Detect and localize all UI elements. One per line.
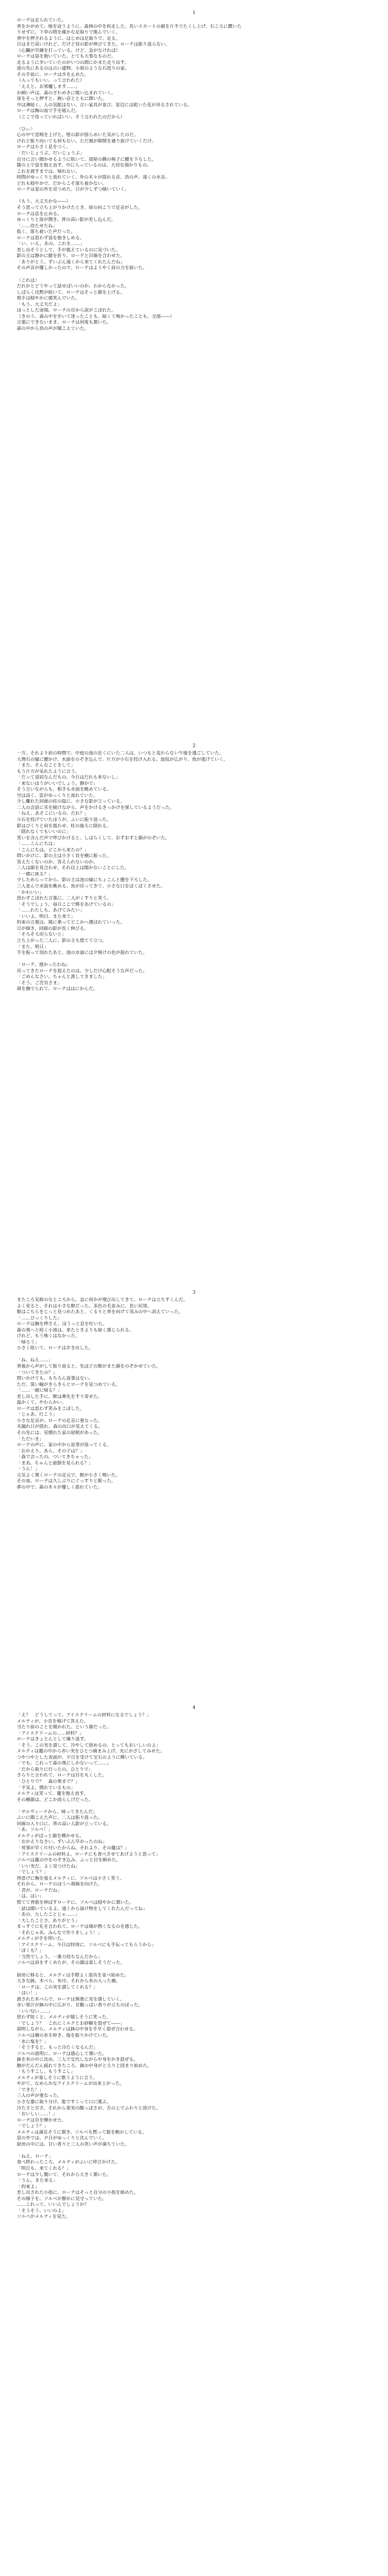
text-line: 「うん。また来る」 [17, 2178, 58, 2184]
text-line: 中は薄暗く、人の気配はない。古い家具が並び、窓辺には乾いた花が吊るされている。 [17, 102, 192, 108]
text-line: やがて、なめらかなアイスクリームが出来上がった。 [17, 2081, 125, 2087]
text-line: 「でしょう？ これにミルクとお砂糖を混ぜて――」 [17, 2020, 125, 2026]
text-line: 「当然でしょう。一番力持ちなんだから」 [17, 1954, 103, 1960]
text-line: そう思って立ち上がりかけたとき、扉の向こうで足音がした。 [17, 205, 143, 210]
text-line: メルティは笑って、籠を抱え直す。 [17, 1791, 88, 1797]
chapter-section-4 [17, 1704, 371, 2220]
text-line: 一方、それより前の時間で、中庭の池の近くにいた二人は、いつもと変わらない午後を過ごしていた。 [17, 751, 224, 756]
text-line: 冷たさと甘さ、それから果実の酸っぱさが、舌の上でふわりと溶けた。 [17, 2105, 161, 2111]
text-line: だれかとどうやって話せばいいのか、わからなかった。 [17, 284, 129, 290]
text-line: その先には、見慣れた家の屋根があった。 [17, 1430, 103, 1436]
text-line: 厨房の中には、甘い香りと三人の笑い声が満ちていた。 [17, 2141, 129, 2147]
text-line: 元気よく頷くローテの足元で、獣が小さく鳴いた。 [17, 1472, 120, 1478]
text-line: ローテは思わず笑みをこぼした。 [17, 1406, 84, 1412]
text-line: 「あ、ソルベ！」 [17, 1827, 53, 1833]
text-line: 回廊の入り口に、背の高い人影が立っている。 [17, 1821, 112, 1827]
text-line: そう言いながらも、相手も水面を眺めている。 [17, 787, 112, 793]
text-line: ソルベがメルティを見た。 [17, 2214, 71, 2220]
text-line: 思わず呟くと、メルティが嬉しそうに笑った。 [17, 2015, 111, 2020]
text-line: 問いかけても、もちろん返事はない。 [17, 1376, 94, 1382]
text-line: 「……一緒に帰る？」 [17, 1388, 62, 1394]
text-line: 「いい匂い……」 [17, 2008, 53, 2014]
text-line: 「はい！」 [17, 1991, 39, 1996]
text-line: 「だって退屈なんだもの。今日はだれも来ないし」 [17, 775, 120, 781]
text-line: 「ただいま」 [17, 1436, 44, 1442]
chapter-body [17, 751, 371, 993]
text-line: メルティが楽しそうに歌うように言う。 [17, 2075, 98, 2081]
text-line: まっすぐに礼を言われて、ローテは頬が熱くなるのを感じた。 [17, 1924, 143, 1930]
text-line: 低く、落ち着いた声だった。 [17, 229, 75, 235]
paragraph-break [17, 2148, 371, 2154]
chapter-section-2 [17, 742, 371, 993]
text-line: 「い、いえ。あの、これを……」 [17, 241, 85, 247]
text-line: ほっとした途端、ローテの目から涙がこぼれた。 [17, 308, 116, 314]
text-line: 窓の外では、夕日がゆっくりと沈んでいく。 [17, 2136, 107, 2141]
text-line: 「そう。ご苦労さま」 [17, 980, 62, 986]
text-line: 相手は穏やかに微笑んでいた。 [17, 296, 80, 302]
text-line: （きのう、森の中を歩いて迷ったことも、暗くて怖かったことも、全部――） [17, 314, 174, 319]
text-line: 「氷に塩を？」 [17, 2039, 49, 2045]
text-line: 心の中で悲鳴を上げた。壁の影が揺らめいた気がしたのだ。 [17, 132, 139, 138]
paragraph-break [17, 272, 371, 278]
text-line: ローテは息を止める。 [17, 211, 62, 217]
text-line: 少し離れた回廊の柱の陰に、小さな影が立っている。 [17, 799, 125, 805]
text-line: 慌てて背筋を伸ばすローテに、ソルベは穏やかに頷いた。 [17, 1900, 134, 1905]
text-line: 渡された木べらで、ローテは慎重に実を潰していく。 [17, 1996, 125, 2002]
text-line: 「じゃあ、行こう」 [17, 1412, 58, 1418]
text-line: 「ついてきたの？」 [17, 1370, 58, 1375]
text-line: ローテの声に、家の中から返事が返ってくる。 [17, 1442, 112, 1448]
text-line: 「もうすこし、もうすこし」 [17, 2069, 75, 2075]
text-line: その横顔は、どこか誇らしげだった。 [17, 1797, 94, 1803]
text-line: ローテは目を輝かせた。 [17, 2117, 66, 2123]
text-line: ソルベの説明に、ローテは感心して頷いた。 [17, 2051, 107, 2057]
text-line: 「でも、これって森の奥にしかないって……」 [17, 1761, 112, 1767]
text-line: さらりと言われて、ローテは目を丸くした。 [17, 1773, 107, 1779]
text-line: 「……びっくりした」 [17, 1315, 62, 1321]
text-line: 「いい実だ。よく見つけたね」 [17, 1863, 80, 1869]
text-line: 得意げに胸を張るメルティに、ソルベは小さく笑う。 [17, 1875, 125, 1881]
text-line: 「ぼくも？」 [17, 1948, 44, 1954]
text-line: 森の中から鳥の声が聞こえていた。 [17, 326, 89, 331]
text-line: 森の奥へと続く小道は、来たときよりも暗く感じられる。 [17, 1327, 134, 1333]
paragraph-break [17, 193, 371, 199]
text-line: 影はびくりと肩を震わせ、柱の後ろに隠れる。 [17, 823, 112, 829]
text-line: もう片方が呆れたように言う。 [17, 769, 80, 774]
text-line: 問いかけに、影の主は小さく首を横に振った。 [17, 853, 112, 859]
text-line: つやつやとした表面が、夕日を受けて宝石のように輝いている。 [17, 1755, 148, 1760]
text-line: 道の先にあるのは古い建物。小屋のような石造りの家。 [17, 66, 129, 72]
text-line: ローテは窓の外を見つめた。日が少しずつ傾いていく。 [17, 187, 129, 193]
text-line: 「隠れなくてもいいのに」 [17, 829, 71, 835]
text-line: 走るように歩いていたのがいつの間にかまた走り出す。 [17, 60, 129, 65]
text-line: ……これって、いいんでしょうか？ [17, 2202, 89, 2208]
text-line: 「そうでしょう。毎日ここで餌をあげているの」 [17, 902, 116, 907]
text-line: 少しためらってから、影の主は池の縁にちょこんと腰を下ろした。 [17, 878, 152, 883]
text-line: 「大したことさ。ありがとう」 [17, 1918, 80, 1924]
text-line: ローテは袋を抱いていた。とても大事なものだ。 [17, 54, 116, 60]
paragraph-break [17, 957, 371, 963]
text-line: ローテは胸の前で手を組んだ。 [17, 108, 80, 114]
text-line: 「だから取りに行ったの。ひとりで」 [17, 1767, 93, 1772]
text-line: 「でしょう？」 [17, 1870, 49, 1875]
text-line: ローテは思わず袋を抱きしめる。 [17, 235, 84, 241]
text-line: 大理石の縁に腰かけ、水面をのぞき込んで、片方が小石を投げ入れる。波紋が広がり、魚が逃げていく。 [17, 757, 228, 762]
text-line: 三人並んで水面を眺める。魚が戻ってきて、小さな口をぱくぱくさせた。 [17, 884, 165, 890]
text-line: 日が傾き、回廊の影が長く伸びる。 [17, 926, 89, 931]
text-line: 戻ってきたローテを迎えたのは、少しだけ心配そうな声だった。 [17, 968, 148, 974]
text-line: これを渡すまでは、帰れない。 [17, 169, 80, 174]
text-line: 「話は聞いているよ。遠くから届け物をしてくれたんだってね」 [17, 1906, 148, 1912]
text-line: 「また、明日」 [17, 944, 49, 950]
text-line: 扉をそっと押すと、鈍い音とともに開いた。 [17, 96, 107, 102]
text-line: 「それじゃあ、みんなで作りましょう！」 [17, 1930, 102, 1936]
text-line: けれど振り向いても何もない。ただ風が隙間を通り抜けていくだけ。 [17, 138, 157, 144]
text-line: ソルベは籠の中をのぞき込み、ふっと目を細めた。 [17, 1858, 121, 1863]
text-line: 三人の声が重なった。 [17, 2093, 62, 2099]
text-line: （入ってもいい、って言われた） [17, 78, 84, 84]
text-line: けれど、もう怖くはなかった。 [17, 1334, 80, 1339]
paragraph-break [17, 1803, 371, 1809]
text-line: 「ローテ、遅かったわね」 [17, 962, 71, 968]
text-line: 頭を撫でられて、ローテははにかんだ。 [17, 986, 98, 992]
chapter-number: 2 [192, 743, 196, 749]
chapter-section-1 [17, 9, 371, 332]
text-line: 「森で会ったの。ついてきちゃった」 [17, 1454, 93, 1460]
text-line: 「だいじょうぶ。だいじょうぶ」 [17, 151, 85, 157]
chapter-body [17, 1713, 371, 2220]
text-line: 「ひとりで？ 森の奥まで？」 [17, 1779, 80, 1785]
text-line: ローテは走られていた。 [17, 18, 66, 23]
text-line: またころ気候のなところから、急に何かが飛び出してきて、ローテは立ちすくんだ。 [17, 1297, 188, 1303]
text-line: 「あの、大したことじゃ……」 [17, 1912, 80, 1918]
text-line: 〈これは〉 [17, 277, 39, 283]
text-line: 背をかがめて、地を這うように。森林の中を疾走した。長いスカートの裾を片手でたくし上げ、石ころに躓いた [17, 24, 242, 29]
text-line: 「また、そんなことをして」 [17, 763, 75, 769]
text-line: しばらく沈黙が続いて、ローテはそっと顔を上げる。 [17, 290, 125, 295]
text-line: 説明しながら、メルティは鉢の中身を手早く混ぜ合わせる。 [17, 2027, 138, 2033]
chapter-number: 4 [192, 1705, 196, 1711]
text-line: 「平気よ。慣れているもの」 [17, 1785, 75, 1791]
text-line: 「帰ろう」 [17, 1339, 39, 1345]
text-line: （心臓が早鐘を打っている。けど、急がなければ） [17, 48, 120, 53]
text-line: 手を振って別れたあと、池の水面には夕焼けの色が揺れていた。 [17, 950, 148, 956]
text-line: 「アイスクリームの……材料？」 [17, 1730, 84, 1736]
chapter-body [17, 18, 371, 332]
text-line: 二人の会話に耳を傾けながら、声をかけるきっかけを探しているようだった。 [17, 805, 174, 810]
text-line: 影の主は静かに膝を折り、ローテと目線を合わせた。 [17, 253, 125, 259]
text-line: 「サルヴィーナから、帰ってきたんだ」 [17, 1809, 97, 1815]
text-line: 「……待たせたね」 [17, 223, 58, 229]
text-line: 日はまだ高いけれど、だけど昼の影が伸びてきた。ローテは振り返らない。 [17, 42, 170, 48]
text-line: 「来ないほうがいいでしょう。静かで」 [17, 781, 98, 786]
text-line: 「は、はい」 [17, 1894, 44, 1900]
text-line: ソルベは桶の氷を砕き、塩を振りかけていた。 [17, 2033, 112, 2038]
text-line: 「おいしい……！」 [17, 2112, 58, 2117]
text-line: ローテは少し驚いて、それから大きく頷いた。 [17, 2172, 112, 2178]
text-line: 「そう。この実を潰して、冷やして固めるの。とってもおいしいのよ」 [17, 1742, 161, 1748]
text-line: 答えたくないのか、答えられないのか。 [17, 859, 98, 865]
text-line: メルティがぱっと顔を輝かせる。 [17, 1833, 84, 1839]
text-line: どれも穏やかで、だからこそ落ち着かない。 [17, 181, 107, 186]
text-line: メルティは籠の中から赤い実をひとつ摘まみ上げ、光にかざしてみせた。 [17, 1749, 165, 1755]
text-line: 木漏れ日が揺れ、森の出口が見えてくる。 [17, 1424, 103, 1430]
text-line: 「一緒に座る？」 [17, 871, 53, 877]
text-line: 「ねえ、ローテ」 [17, 2153, 53, 2159]
text-line: 「アイスクリーム。今日は特別に、ソルベにも手伝ってもらうから」 [17, 1942, 156, 1948]
text-line: 「まあ。ちゃんと面倒を見られる？」 [17, 1460, 93, 1466]
text-line: 背中を押されるように、はじめは足取りで、走る。 [17, 36, 120, 41]
text-line: ゆっくりと扉が開き、背の高い影が差し込んだ。 [17, 217, 116, 223]
text-line: 「約束よ」 [17, 2184, 39, 2190]
text-line: 夢の中で、森の木々が優しく揺れていた。 [17, 1484, 103, 1490]
chapter-section-3 [17, 1289, 371, 1491]
text-line: 思わずこぼれた言葉に、二人がくすりと笑う。 [17, 896, 112, 902]
text-line: 小さく呟いて、ローテは歩き出した。 [17, 1346, 93, 1351]
text-line: 「明日も、来てくれる？」 [17, 2166, 71, 2172]
text-line: 「できた！」 [17, 2087, 44, 2093]
text-line: よく見ると、それは小さな獣だった。茶色の毛並みに、長い尻尾。 [17, 1303, 152, 1309]
text-line: 「ねえ、あそこにいるの、だれ？」 [17, 811, 89, 817]
text-line: 「おかえり。あら、その子は？」 [17, 1448, 84, 1454]
text-line: 「いいよ。明日、また来て」 [17, 914, 75, 919]
text-line: ソルベは肩をすくめたが、その顔は楽しそうだった。 [17, 1960, 125, 1966]
text-line: 言葉にできないまま、ローテは何度も頷いた。 [17, 320, 112, 326]
text-line: メルティが手を叩いた。 [17, 1936, 66, 1942]
chapter-body [17, 1297, 371, 1491]
text-line: 「用事が早く片付いたからね。それより、その籠は？」 [17, 1846, 129, 1851]
text-line: 当たり前のことを聞かれた、という顔だった。 [17, 1725, 112, 1730]
text-line: ふいに聞こえた声に、二人は振り返った。 [17, 1815, 103, 1821]
paragraph-break [17, 1967, 371, 1973]
text-line: 膝の上で袋を抱え直す。中に入っているのは、大切な預かりもの。 [17, 163, 151, 169]
text-line: 腕がだんだん疲れてきたころ、鉢の中身がとろりと固まり始めた。 [17, 2063, 152, 2069]
text-line: 「そうそう、いいのよ」 [17, 2208, 66, 2214]
text-line: ローテはきょとんとして繰り返す。 [17, 1737, 88, 1742]
text-line: 立ち上がった二人に、影の主も慌てて立つ。 [17, 938, 107, 943]
text-line: 食べ終わったころ、メルティがふいに呼びかけた。 [17, 2160, 120, 2166]
text-line: 「……わたしも、あげてみたい」 [17, 908, 84, 914]
text-line: 自分に言い聞かせるように呟いて、部屋の隅の椅子に腰を下ろした。 [17, 157, 157, 162]
text-line: 「アイスクリームの材料よ。ローテにも食べさせてあげようと思って」 [17, 1851, 161, 1857]
text-line: 笑いを含んだ声で呼びかけると、しばらくして、おずおずと顔がのぞいた。 [17, 835, 170, 841]
text-line: 約束の言葉は、風に乗ってどこかへ運ばれていった。 [17, 920, 125, 926]
text-line: 時間がゆっくりと流れていく。外の木々が揺れる音、鳥の声、遠くの水音。 [17, 175, 170, 181]
text-line: 小石を投げていたほうが、ふいに振り返った。 [17, 817, 112, 823]
text-line: メルティが、小首を傾げて答えた。 [17, 1718, 88, 1724]
text-line: 「うん！」 [17, 1467, 39, 1472]
text-line: 「でしょう？」 [17, 2124, 49, 2129]
text-line: 小さな足音が、ローテの足音に重なった。 [17, 1418, 103, 1424]
paragraph-break [17, 120, 371, 127]
text-line: （ここで待っていればいい。そう言われたのだから） [17, 114, 125, 120]
text-line: ローテは胸を押さえ、ほうっと息を吐いた。 [17, 1322, 107, 1327]
text-line: 「ありがとう。ずいぶん遠くから来てくれたんだね」 [17, 259, 125, 265]
text-line: ただ、黒い瞳がきらきらとローテを見つめている。 [17, 1382, 120, 1387]
text-line: 「そろそろ戻らないと」 [17, 932, 66, 938]
text-line: 二人は顔を見合わせ、それ以上は聞かないことにした。 [17, 865, 129, 871]
chapter-number: 1 [192, 10, 196, 16]
chapter-number: 3 [192, 1290, 196, 1295]
text-line: 「……こんにちは」 [17, 841, 58, 847]
text-line: 「え？ どうしてって、アイスクリームの材料になるでしょう？」 [17, 1713, 151, 1718]
text-line: 背後から声がして振り返ると、先ほどの獣がまた顔をのぞかせていた。 [17, 1364, 161, 1370]
text-line: 〈ひぃ〉 [17, 126, 35, 132]
text-line: 「ええと、お邪魔します……」 [17, 84, 80, 90]
text-line: 鉢を氷の中に沈め、三人で交代しながら中身をかき混ぜる。 [17, 2057, 138, 2063]
text-line: その手前に、ローテは歩を止めた。 [17, 72, 89, 77]
text-line: 差し出そうとして、手が震えているのに気づいた。 [17, 247, 120, 253]
text-line: 「おかえりなさい。ずいぶん早かったのね」 [17, 1839, 107, 1845]
text-line: 「ローテは、この実を潰してくれる？」 [17, 1984, 98, 1990]
text-line: 「そうすると、もっと冷たくなるんだ」 [17, 2045, 98, 2051]
text-line: 「ごめんなさい。ちゃんと渡してきました」 [17, 974, 107, 980]
text-line: 空は高く、雲がゆっくりと流れていた。 [17, 793, 98, 798]
text-line: ローテは小さく息をつく。 [17, 145, 71, 150]
text-line: その夜、ローテは久しぶりにぐっすりと眠った。 [17, 1479, 116, 1484]
text-line: それから、ローテのほうへ視線を向けた。 [17, 1882, 103, 1887]
text-line: 「ね、ねえ……」 [17, 1358, 53, 1363]
text-line: か細い声は、森のざわめきに吸い込まれていく。 [17, 90, 116, 96]
text-line: その声音が優しかったので、ローテはようやく肩の力を抜いた。 [17, 265, 148, 271]
text-line: 「こんにちは。どこから来たの？」 [17, 847, 89, 853]
text-line: りせずに、下草の間を確かな足取りで進んでいく。 [17, 30, 120, 36]
text-line: 差し出された小指に、ローテはそっと自分の小指を絡めた。 [17, 2190, 139, 2196]
text-line: メルティは満足そうに頷き、ソルベも黙って匙を動かしている。 [17, 2129, 147, 2135]
text-line: 「君が、ローテだね」 [17, 1887, 62, 1893]
text-line: 「かわいい」 [17, 890, 44, 895]
text-line: （もう、大丈夫かな――） [17, 199, 71, 205]
text-line: 小さな器に取り分け、匙ですくって口に運ぶ。 [17, 2100, 112, 2105]
text-line: 赤い果汁が鉢の中に広がり、甘酸っぱい香りが立ちのぼった。 [17, 2003, 143, 2008]
text-line: 獣はこちらをじっと見つめたあと、くるりと背を向けて茂みの中へ消えていった。 [17, 1309, 183, 1315]
text-line: 差し出した手に、獣は鼻先をすり寄せた。 [17, 1394, 103, 1400]
text-line: 厨房に移ると、メルティは手際よく道具を並べ始めた。 [17, 1972, 129, 1978]
text-line: 大きな鉢、木べら、布巾、それから氷の入った桶。 [17, 1979, 120, 1984]
text-line: その様子を、ソルベが静かに見守っていた。 [17, 2196, 107, 2202]
paragraph-break [17, 1352, 371, 1358]
text-line: 温かくて、やわらかい。 [17, 1400, 66, 1406]
text-line: 「もう、大丈夫だよ」 [17, 302, 62, 307]
